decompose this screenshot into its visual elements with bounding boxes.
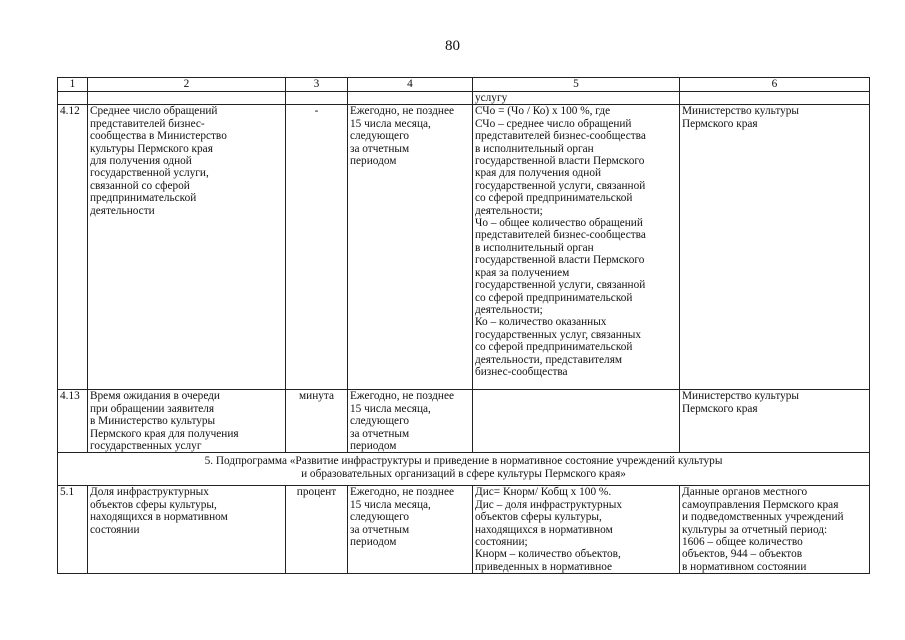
text-line: Время ожидания в очереди (90, 390, 220, 403)
text-line: со сферой предпринимательской (475, 341, 633, 354)
header-cell: 1 (58, 78, 88, 92)
text-line: представителей бизнес-сообщества (475, 229, 646, 242)
continuation-text: услугу (473, 92, 680, 105)
text-line: предпринимательской (90, 192, 197, 205)
formula (473, 105, 680, 390)
text-line: периодом (350, 155, 397, 168)
table-row (58, 390, 870, 453)
text-line: приведенных в нормативное (475, 560, 613, 573)
text-line: в исполнительный орган (475, 142, 594, 155)
text-line: Кнорм – количество объектов, (475, 548, 621, 561)
text-line: при обращении заявителя (90, 402, 215, 415)
page-number: 80 (445, 38, 460, 54)
formula (473, 486, 680, 574)
source (680, 390, 870, 453)
text-line: за отчетным (350, 142, 410, 155)
continuation-row (58, 92, 870, 105)
text-line: культуры Пермского края (90, 142, 213, 155)
text-line: деятельности (90, 204, 155, 217)
text-line: находящихся в нормативном (90, 511, 228, 524)
header-cell: 4 (348, 78, 473, 92)
period (348, 486, 473, 574)
row-number: 4.12 (58, 105, 88, 390)
text-line: Пермского края (682, 117, 758, 130)
text-line: следующего (350, 415, 410, 428)
text-line: Ежегодно, не позднее (350, 390, 454, 403)
text-line: деятельности; (475, 204, 543, 217)
indicator-name (88, 390, 286, 453)
text-line: 15 числа месяца, (350, 117, 431, 130)
text-line: со сферой предпринимательской (475, 291, 633, 304)
text-line: для получения одной (90, 155, 192, 168)
text-line: СЧо – среднее число обращений (475, 117, 632, 130)
text-line: государственной власти Пермского (475, 254, 645, 267)
formula (473, 390, 680, 453)
text-line: следующего (350, 130, 410, 143)
text-line: и подведомственных учреждений (682, 511, 844, 524)
text-line: государственной услуги, (90, 167, 209, 180)
row-number: 4.13 (58, 390, 88, 453)
text-line: края за получением (475, 266, 570, 279)
text-line: периодом (350, 440, 397, 453)
source (680, 486, 870, 574)
text-line: Ежегодно, не позднее (350, 105, 454, 118)
table-row (58, 486, 870, 574)
text-line: представителей бизнес-сообщества (475, 130, 646, 143)
text-line: 15 числа месяца, (350, 402, 431, 415)
text-line: деятельности; (475, 303, 543, 316)
unit: - (286, 105, 348, 390)
text-line: состоянии (90, 523, 140, 536)
text-line: со сферой предпринимательской (475, 192, 633, 205)
table-row (58, 105, 870, 390)
indicator-name (88, 486, 286, 574)
text-line: за отчетным (350, 523, 410, 536)
text-line: государственной власти Пермского (475, 155, 645, 168)
header-cell: 6 (680, 78, 870, 92)
text-line: Министерство культуры (682, 105, 799, 118)
text-line: государственной услуги, связанной (475, 179, 646, 192)
subprogram-title (58, 453, 870, 486)
text-line: периодом (350, 536, 397, 549)
text-line: самоуправления Пермского края (682, 498, 839, 511)
text-line: культуры за отчетный период: (682, 523, 828, 536)
unit: процент (286, 486, 348, 574)
text-line: деятельности, представителям (475, 353, 623, 366)
text-line: находящихся в нормативном (475, 523, 613, 536)
source (680, 105, 870, 390)
text-line: 1606 – общее количество (682, 536, 803, 549)
row-number: 5.1 (58, 486, 88, 574)
text-line: за отчетным (350, 427, 410, 440)
text-line: 15 числа месяца, (350, 498, 431, 511)
text-line: представителей бизнес- (90, 117, 205, 130)
text-line: СЧо = (Чо / Ко) х 100 %, где (475, 105, 611, 118)
period (348, 390, 473, 453)
text-line: Данные органов местного (682, 486, 808, 499)
text-line: Чо – общее количество обращений (475, 217, 643, 230)
text-line: государственных услуг (90, 440, 202, 453)
text-line: следующего (350, 511, 410, 524)
text-line: в исполнительный орган (475, 241, 594, 254)
text-line: Доля инфраструктурных (90, 486, 209, 499)
subprogram-row (58, 453, 870, 486)
text-line: объектов сферы культуры, (90, 498, 217, 511)
indicator-name (88, 105, 286, 390)
text-line: Дис – доля инфраструктурных (475, 498, 622, 511)
text-line: состоянии; (475, 536, 528, 549)
text-line: Ежегодно, не позднее (350, 486, 454, 499)
header-cell: 2 (88, 78, 286, 92)
header-cell: 3 (286, 78, 348, 92)
text-line: в Министерство культуры (90, 415, 216, 428)
text-line: объектов, 944 – объектов (682, 548, 803, 561)
text-line: Ко – количество оказанных (475, 316, 607, 329)
text-line: бизнес-сообщества (475, 365, 568, 378)
text-line: Дис= Кнорм/ Кобщ х 100 %. (475, 486, 612, 499)
text-line: Министерство культуры (682, 390, 799, 403)
unit: минута (286, 390, 348, 453)
text-line: 5. Подпрограмма «Развитие инфраструктуры и приведение в нормативное состояние учреждений культуры (204, 455, 723, 468)
text-line: Пермского края (682, 402, 758, 415)
text-line: Пермского края для получения (90, 427, 239, 440)
period (348, 105, 473, 390)
text-line: объектов сферы культуры, (475, 511, 602, 524)
text-line: связанной со сферой (90, 179, 190, 192)
text-line: и образовательных организаций в сфере культуры Пермского края» (301, 467, 626, 480)
indicators-table (57, 77, 870, 574)
text-line: Среднее число обращений (90, 105, 218, 118)
text-line: в нормативном состоянии (682, 560, 807, 573)
text-line: сообщества в Министерство (90, 130, 227, 143)
text-line: края для получения одной (475, 167, 602, 180)
text-line: государственной услуги, связанной (475, 279, 646, 292)
header-row (58, 78, 870, 92)
header-cell: 5 (473, 78, 680, 92)
text-line: государственных услуг, связанных (475, 328, 642, 341)
